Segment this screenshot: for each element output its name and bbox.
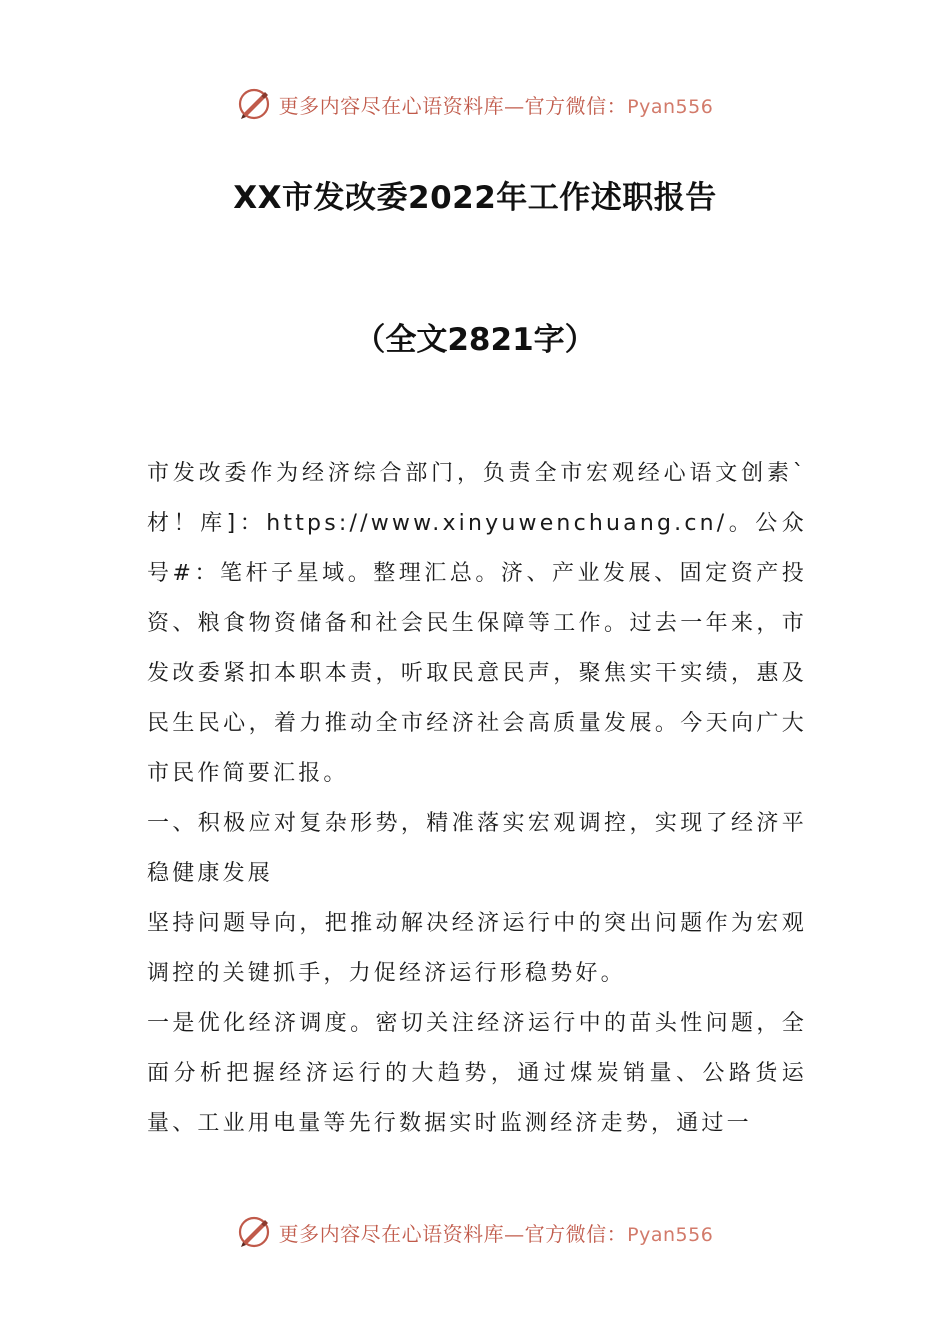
header-watermark [0,84,950,124]
watermark-label: 官方微信： [524,1221,628,1246]
watermark-text [279,1218,714,1247]
watermark-dash: — [504,1221,525,1246]
watermark-text [279,90,714,119]
document-title: XX市发改委2022年工作述职报告 [233,180,717,216]
paragraph-intro: 市发改委作为经济综合部门，负责全市宏观经心语文创素`材！库]：https://www.xinyuwenchuang.cn/。公众号#：笔杆子星域。整理汇总。济、产业发展、固定资产投资、粮食物资储备和社会民生保障等工作。过去一年来，市发改委紧扣本职本责，听取民意民声，聚焦实干实绩，惠及民生民心，着力推动全市经济社会高质量发展。今天向广大市民作简要汇报。 [147,461,807,786]
watermark-wechat-id: Pyan556 [627,95,714,118]
document-subtitle: （全文2821字） [354,322,596,358]
pen-logo-icon [237,87,271,121]
paragraph-section-lead: 坚持问题导向，把推动解决经济运行中的突出问题作为宏观调控的关键抓手，力促经济运行形稳势好。 [147,911,807,986]
watermark-label: 官方微信： [524,93,628,118]
footer-watermark [0,1212,950,1252]
paragraph-point-1: 一是优化经济调度。密切关注经济运行中的苗头性问题，全面分析把握经济运行的大趋势，通过煤炭销量、公路货运量、工业用电量等先行数据实时监测经济走势，通过一 [147,1011,807,1136]
document-body [147,449,807,1149]
paragraph-heading-1: 一、积极应对复杂形势，精准落实宏观调控，实现了经济平稳健康发展 [147,811,807,886]
pen-logo-icon [237,1215,271,1249]
watermark-dash: — [504,93,525,118]
watermark-slogan: 更多内容尽在心语资料库 [278,93,505,118]
watermark-wechat-id: Pyan556 [627,1223,714,1246]
watermark-slogan: 更多内容尽在心语资料库 [278,1221,505,1246]
